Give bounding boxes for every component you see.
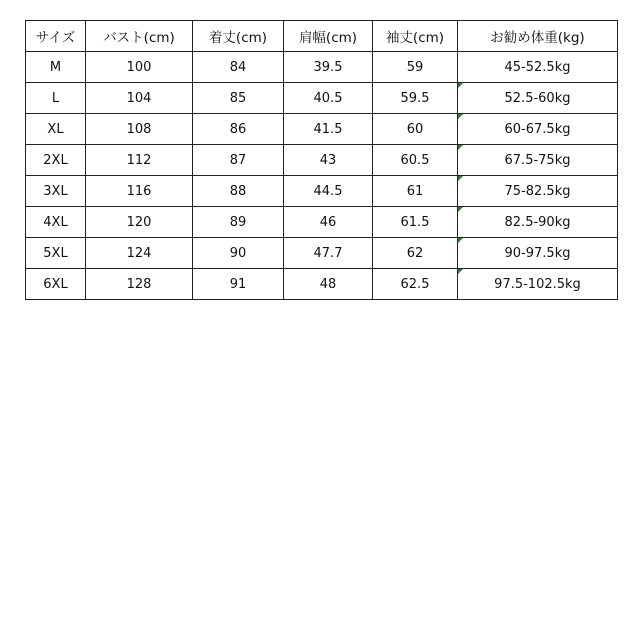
cell-size-value: 2XL <box>43 152 68 168</box>
cell-shoulder-value: 48 <box>319 276 337 292</box>
cell-comment-marker <box>458 83 463 88</box>
cell-length-value: 84 <box>229 59 247 75</box>
header-size: サイズ <box>26 21 86 52</box>
cell-bust-value: 100 <box>126 59 152 75</box>
table-row <box>26 83 618 114</box>
cell-size-value: 3XL <box>43 183 68 199</box>
cell-length-value: 86 <box>229 121 247 137</box>
header-length: 着丈(cm) <box>193 21 284 52</box>
table-header-row <box>26 21 618 52</box>
cell-weight <box>458 207 618 238</box>
cell-weight <box>458 114 618 145</box>
size-chart-table <box>25 20 618 300</box>
cell-weight-value: 97.5-102.5kg <box>494 276 581 292</box>
cell-weight-value: 75-82.5kg <box>504 183 571 199</box>
cell-weight <box>458 269 618 300</box>
header-shoulder: 肩幅(cm) <box>284 21 373 52</box>
cell-sleeve-value: 60.5 <box>400 152 430 168</box>
cell-size <box>26 176 86 207</box>
cell-sleeve <box>373 207 458 238</box>
cell-shoulder <box>284 145 373 176</box>
cell-shoulder <box>284 83 373 114</box>
table-row <box>26 52 618 83</box>
cell-length <box>193 207 284 238</box>
cell-sleeve-value: 59 <box>406 59 424 75</box>
cell-weight-value: 90-97.5kg <box>504 245 571 261</box>
cell-length <box>193 176 284 207</box>
cell-length-value: 89 <box>229 214 247 230</box>
table-row <box>26 176 618 207</box>
cell-sleeve <box>373 145 458 176</box>
cell-size-value: 4XL <box>43 214 68 230</box>
cell-bust <box>86 238 193 269</box>
cell-length <box>193 83 284 114</box>
cell-sleeve <box>373 52 458 83</box>
cell-length <box>193 269 284 300</box>
cell-size-value: 6XL <box>43 276 68 292</box>
header-bust: バスト(cm) <box>86 21 193 52</box>
cell-shoulder <box>284 52 373 83</box>
cell-shoulder-value: 39.5 <box>313 59 343 75</box>
cell-length-value: 90 <box>229 245 247 261</box>
cell-size-value: 5XL <box>43 245 68 261</box>
cell-size <box>26 207 86 238</box>
cell-size <box>26 114 86 145</box>
cell-length <box>193 238 284 269</box>
cell-bust-value: 116 <box>126 183 152 199</box>
cell-length <box>193 52 284 83</box>
cell-sleeve <box>373 114 458 145</box>
table-row <box>26 269 618 300</box>
cell-bust-value: 108 <box>126 121 152 137</box>
cell-length-value: 87 <box>229 152 247 168</box>
cell-bust <box>86 83 193 114</box>
cell-size-value: XL <box>47 121 64 137</box>
cell-shoulder-value: 43 <box>319 152 337 168</box>
cell-bust-value: 124 <box>126 245 152 261</box>
cell-length-value: 91 <box>229 276 247 292</box>
table-row <box>26 207 618 238</box>
cell-bust-value: 120 <box>126 214 152 230</box>
cell-bust-value: 112 <box>126 152 152 168</box>
table-row <box>26 114 618 145</box>
cell-shoulder-value: 41.5 <box>313 121 343 137</box>
cell-bust <box>86 176 193 207</box>
table-row <box>26 145 618 176</box>
cell-weight-value: 52.5-60kg <box>504 90 571 106</box>
cell-comment-marker <box>458 238 463 243</box>
cell-weight <box>458 52 618 83</box>
cell-bust <box>86 145 193 176</box>
cell-sleeve-value: 61.5 <box>400 214 430 230</box>
cell-sleeve-value: 62 <box>406 245 424 261</box>
cell-shoulder-value: 47.7 <box>313 245 343 261</box>
cell-length <box>193 145 284 176</box>
cell-sleeve <box>373 83 458 114</box>
cell-comment-marker <box>458 114 463 119</box>
cell-size <box>26 83 86 114</box>
header-recommended-weight: お勧め体重(kg) <box>458 21 618 52</box>
cell-sleeve-value: 62.5 <box>400 276 430 292</box>
cell-shoulder <box>284 176 373 207</box>
cell-shoulder-value: 40.5 <box>313 90 343 106</box>
cell-shoulder <box>284 238 373 269</box>
cell-length-value: 85 <box>229 90 247 106</box>
cell-sleeve <box>373 269 458 300</box>
cell-bust-value: 128 <box>126 276 152 292</box>
cell-length <box>193 114 284 145</box>
cell-shoulder-value: 46 <box>319 214 337 230</box>
cell-comment-marker <box>458 207 463 212</box>
cell-shoulder-value: 44.5 <box>313 183 343 199</box>
cell-size-value: M <box>49 59 62 75</box>
cell-weight-value: 60-67.5kg <box>504 121 571 137</box>
cell-size <box>26 238 86 269</box>
cell-shoulder <box>284 114 373 145</box>
table-body <box>26 52 618 300</box>
table-row <box>26 238 618 269</box>
cell-weight <box>458 145 618 176</box>
cell-weight <box>458 176 618 207</box>
cell-weight-value: 82.5-90kg <box>504 214 571 230</box>
cell-size <box>26 269 86 300</box>
cell-weight <box>458 83 618 114</box>
cell-size <box>26 52 86 83</box>
cell-bust <box>86 269 193 300</box>
cell-size <box>26 145 86 176</box>
cell-bust-value: 104 <box>126 90 152 106</box>
cell-comment-marker <box>458 176 463 181</box>
cell-comment-marker <box>458 269 463 274</box>
cell-sleeve-value: 60 <box>406 121 424 137</box>
cell-sleeve-value: 59.5 <box>400 90 430 106</box>
cell-length-value: 88 <box>229 183 247 199</box>
cell-sleeve-value: 61 <box>406 183 424 199</box>
cell-shoulder <box>284 269 373 300</box>
cell-sleeve <box>373 238 458 269</box>
cell-weight-value: 67.5-75kg <box>504 152 571 168</box>
cell-shoulder <box>284 207 373 238</box>
cell-bust <box>86 114 193 145</box>
cell-weight <box>458 238 618 269</box>
cell-size-value: L <box>51 90 60 106</box>
cell-bust <box>86 207 193 238</box>
cell-bust <box>86 52 193 83</box>
cell-sleeve <box>373 176 458 207</box>
header-sleeve: 袖丈(cm) <box>373 21 458 52</box>
cell-weight-value: 45-52.5kg <box>504 59 571 75</box>
cell-comment-marker <box>458 145 463 150</box>
